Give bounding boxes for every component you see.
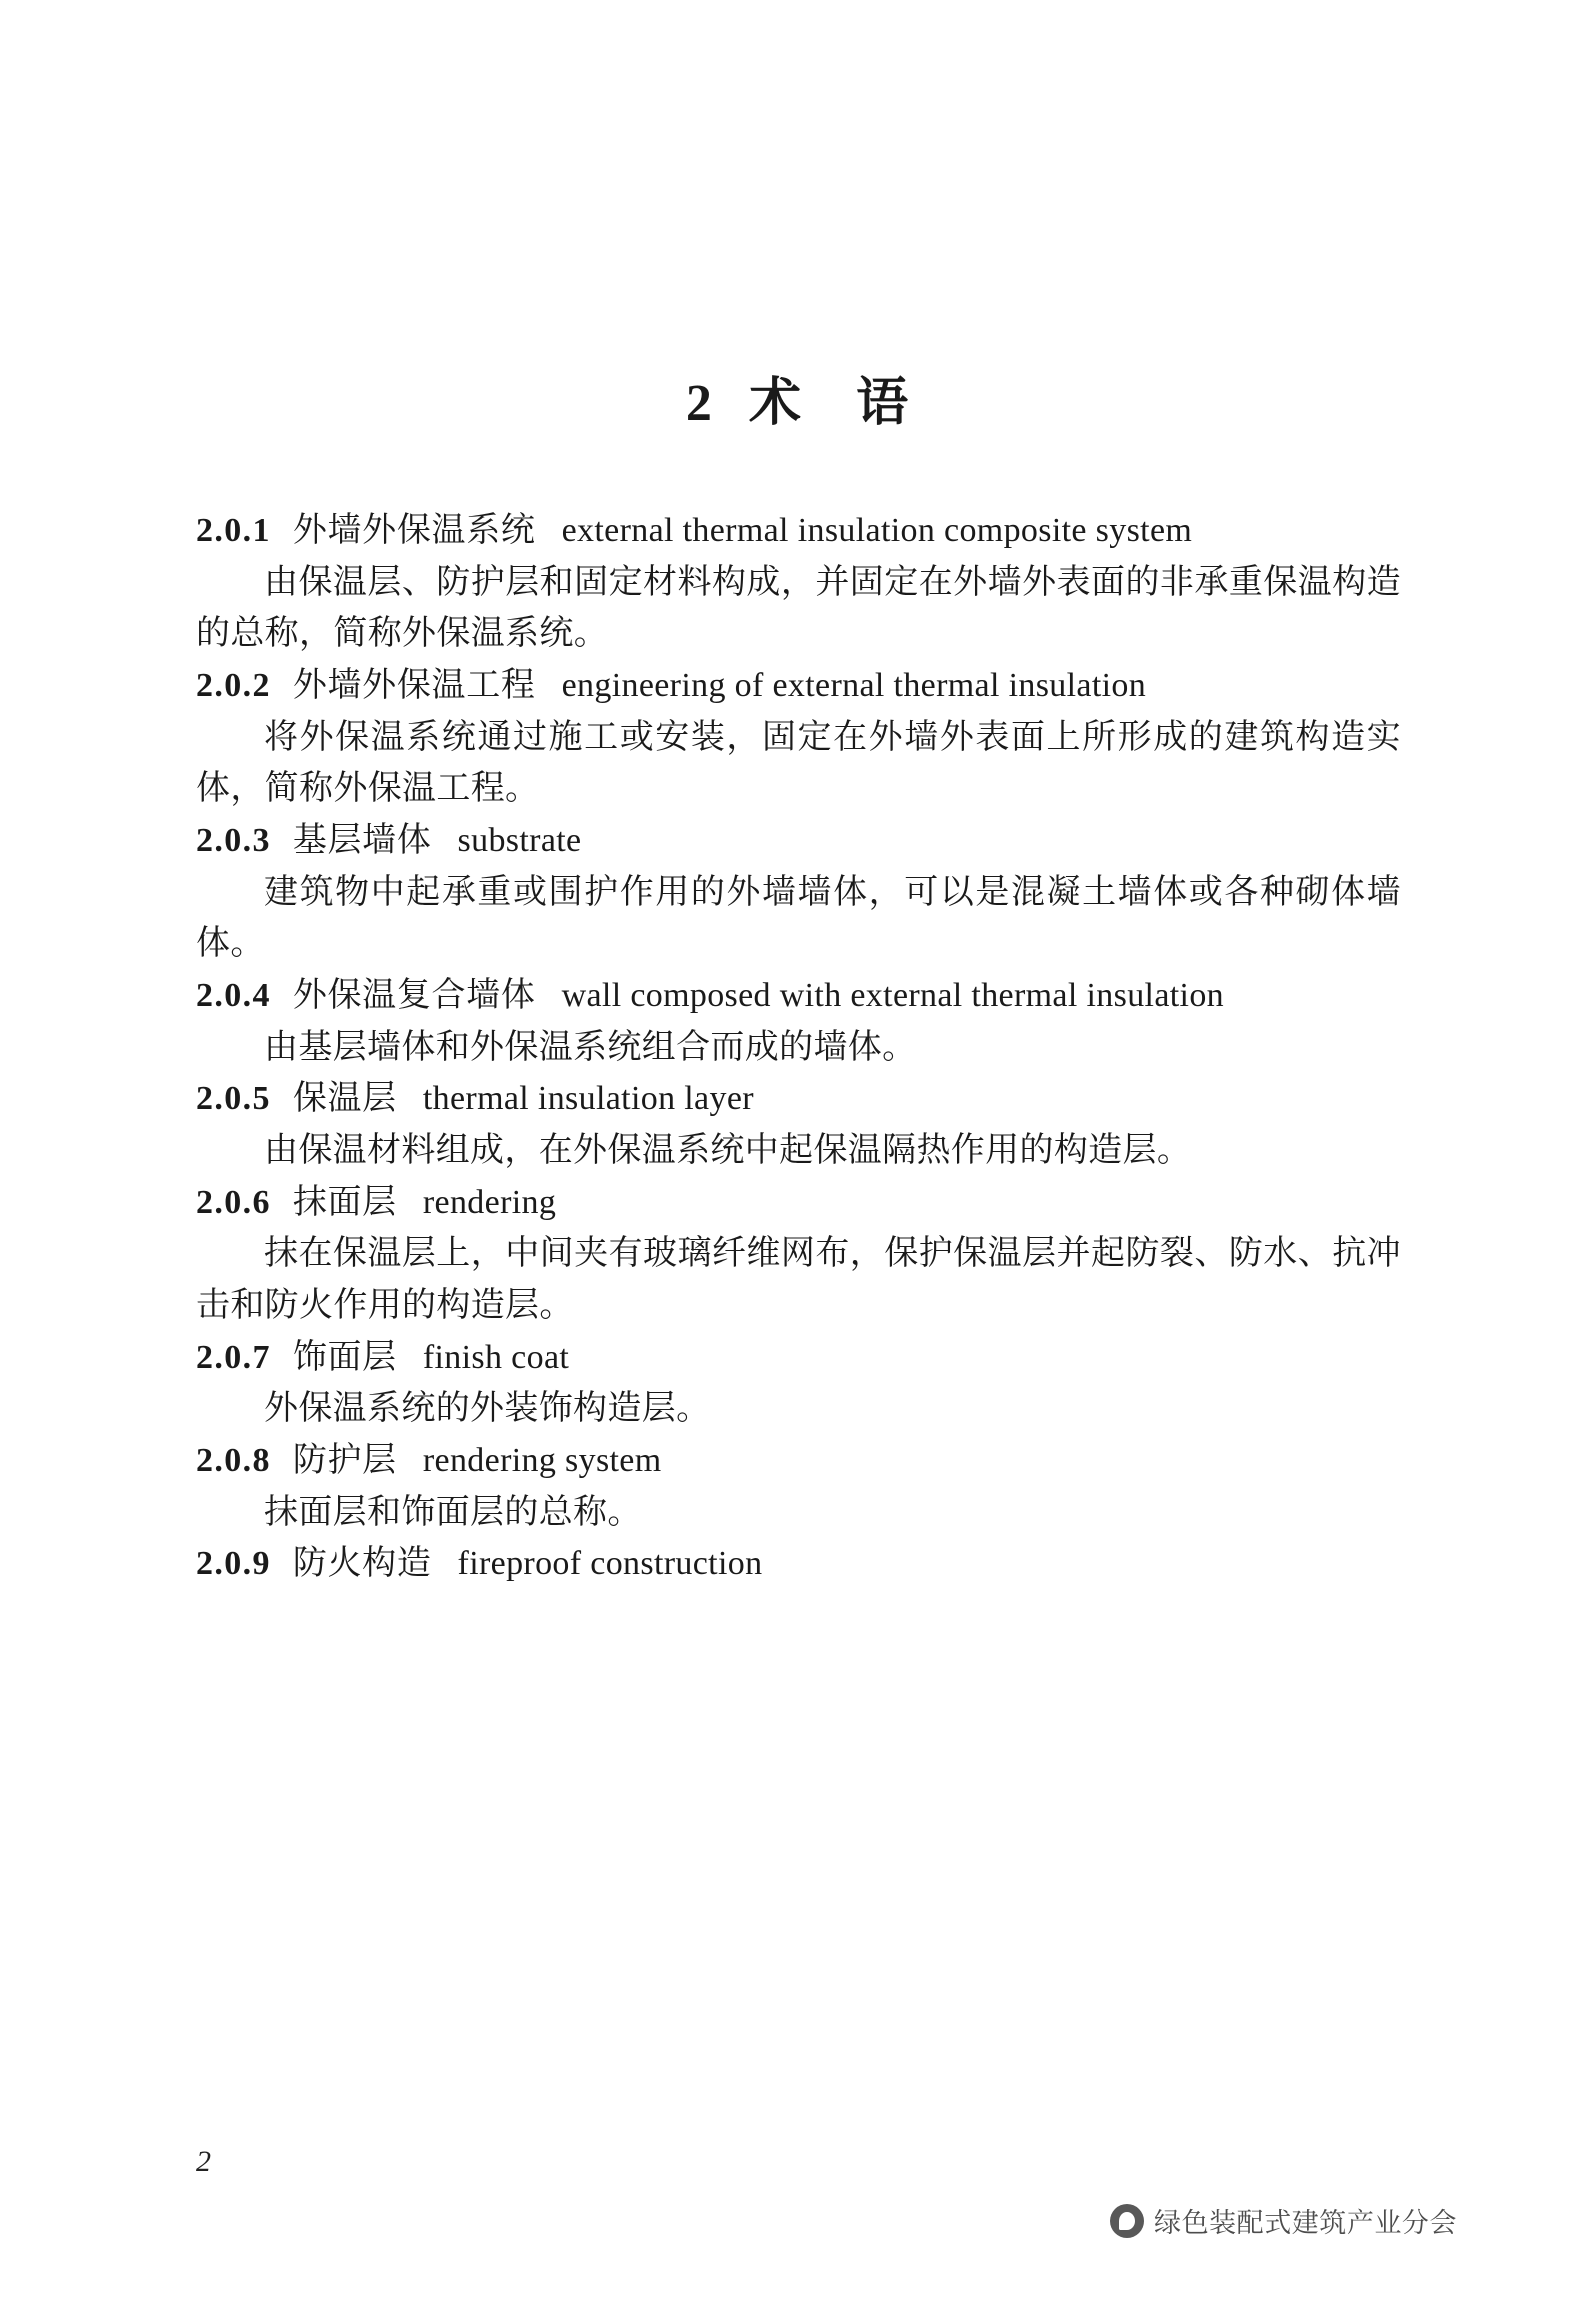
term-name-en: rendering <box>422 1183 557 1221</box>
term-entry <box>196 1332 1401 1435</box>
term-number: 2.0.9 <box>196 1545 271 1583</box>
page-title <box>196 360 1401 435</box>
term-heading <box>196 1538 1401 1590</box>
term-name-en: thermal insulation layer <box>422 1080 754 1118</box>
term-name-en: wall composed with external thermal insulation <box>561 977 1224 1015</box>
term-heading <box>196 1073 1401 1125</box>
term-name-cn: 外保温复合墙体 <box>292 977 536 1015</box>
term-name-en: rendering system <box>422 1442 662 1480</box>
term-definition: 建筑物中起承重或围护作用的外墙墙体，可以是混凝土墙体或各种砌体墙体。 <box>196 873 1401 963</box>
term-name-cn: 防护层 <box>292 1442 397 1480</box>
term-name-en: fireproof construction <box>457 1545 763 1583</box>
term-name-cn: 饰面层 <box>292 1338 397 1376</box>
leaf-circle-icon <box>1110 2204 1144 2238</box>
term-heading <box>196 815 1401 867</box>
term-name-en: finish coat <box>422 1338 570 1376</box>
chapter-number: 2 <box>685 375 715 432</box>
chapter-title-char-1: 术 <box>748 375 805 432</box>
term-definition: 由基层墙体和外保温系统组合而成的墙体。 <box>264 1028 917 1066</box>
term-entry <box>196 970 1401 1073</box>
term-entry <box>196 660 1401 815</box>
term-number: 2.0.5 <box>196 1080 271 1118</box>
term-heading <box>196 970 1401 1022</box>
term-heading <box>196 660 1401 712</box>
term-heading <box>196 1177 1401 1229</box>
term-number: 2.0.4 <box>196 977 271 1015</box>
term-name-en: engineering of external thermal insulation <box>561 667 1147 705</box>
page-content <box>196 360 1401 1590</box>
term-number: 2.0.6 <box>196 1183 271 1221</box>
term-number: 2.0.8 <box>196 1442 271 1480</box>
term-heading <box>196 1435 1401 1487</box>
page-number: 2 <box>196 2145 211 2178</box>
term-number: 2.0.7 <box>196 1338 271 1376</box>
term-entry <box>196 1538 1401 1590</box>
term-number: 2.0.1 <box>196 512 271 549</box>
term-heading <box>196 1332 1401 1384</box>
term-heading <box>196 505 1401 557</box>
term-definition: 抹面层和饰面层的总称。 <box>264 1493 642 1531</box>
term-definition: 抹在保温层上，中间夹有玻璃纤维网布，保护保温层并起防裂、防水、抗冲击和防火作用的构造层。 <box>196 1235 1401 1325</box>
term-name-cn: 外墙外保温工程 <box>292 667 536 705</box>
term-name-cn: 保温层 <box>292 1080 397 1118</box>
term-name-cn: 抹面层 <box>292 1183 397 1221</box>
term-definition: 由保温层、防护层和固定材料构成，并固定在外墙外表面的非承重保温构造的总称，简称外保温系统。 <box>196 563 1401 653</box>
term-entry <box>196 1435 1401 1538</box>
term-number: 2.0.3 <box>196 822 271 860</box>
watermark-label: 绿色装配式建筑产业分会 <box>1154 2208 1457 2238</box>
term-name-cn: 外墙外保温系统 <box>292 512 536 549</box>
term-number: 2.0.2 <box>196 667 271 705</box>
term-entry <box>196 1073 1401 1176</box>
term-name-cn: 防火构造 <box>292 1545 432 1583</box>
term-name-cn: 基层墙体 <box>292 822 432 860</box>
chapter-title-char-2: 语 <box>856 375 912 432</box>
term-entry <box>196 815 1401 970</box>
term-name-en: external thermal insulation composite system <box>561 512 1193 549</box>
term-definition: 由保温材料组成，在外保温系统中起保温隔热作用的构造层。 <box>264 1132 1192 1170</box>
term-entry <box>196 505 1401 660</box>
term-definition: 将外保温系统通过施工或安装，固定在外墙外表面上所形成的建筑构造实体，简称外保温工程。 <box>196 718 1401 808</box>
watermark <box>1110 2201 1457 2240</box>
term-name-en: substrate <box>457 822 582 860</box>
term-entry <box>196 1177 1401 1332</box>
term-definition: 外保温系统的外装饰构造层。 <box>264 1390 711 1428</box>
